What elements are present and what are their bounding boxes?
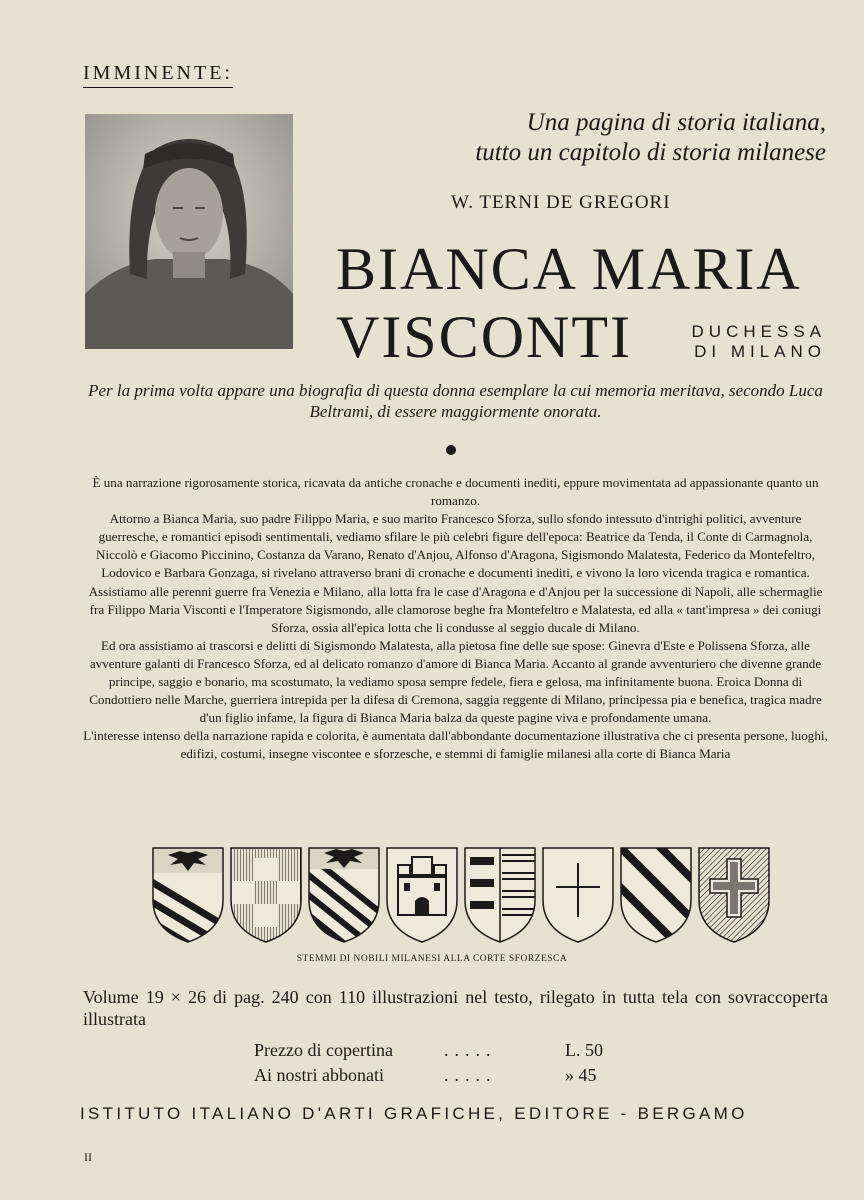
volume-description: Volume 19 × 26 di pag. 240 con 110 illustrazioni nel testo, rilegato in tutta tela con sovraccoperta illustrata bbox=[83, 987, 828, 1029]
publisher-line: ISTITUTO ITALIANO D'ARTI GRAFICHE, EDITORE - BERGAMO bbox=[80, 1104, 748, 1123]
price-dots: ..... bbox=[444, 1040, 497, 1060]
subtitle-line-1: DUCHESSA bbox=[691, 322, 826, 341]
body-paragraph-5: L'interesse intenso della narrazione rapida e colorita, è aumentata dall'abbondante documentazione illustrativa che ci presenta persone, luoghi, edifizi, costumi, insegne viscontee e sforzesche, e stemmi di famiglie milanesi alla corte di Bianca Maria bbox=[83, 728, 828, 762]
price-value: » 45 bbox=[565, 1065, 597, 1085]
tagline-line-2: tutto un capitolo di storia milanese bbox=[475, 139, 826, 166]
body-paragraph-1: È una narrazione rigorosamente storica, ricavata da antiche cronache e documenti inediti, eppure movimentata ad appassionante quanto un romanzo. bbox=[92, 475, 819, 509]
coat-of-arms-row bbox=[150, 845, 770, 950]
tagline-line-1: Una pagina di storia italiana, bbox=[526, 109, 826, 136]
portrait-photo bbox=[85, 114, 293, 349]
author-name: W. TERNI DE GREGORI bbox=[451, 192, 671, 213]
price-label: Ai nostri abbonati bbox=[254, 1065, 384, 1085]
tagline bbox=[475, 108, 826, 168]
price-label: Prezzo di copertina bbox=[254, 1040, 393, 1060]
cross-bendy-shield-icon bbox=[696, 845, 772, 945]
price-value: L. 50 bbox=[565, 1040, 603, 1060]
subtitle-line-2: DI MILANO bbox=[694, 342, 826, 361]
body-paragraph-3: Assistiamo alle perenni guerre fra Venezia e Milano, alla lotta fra le case d'Aragona e d'Anjou per la successione di Napoli, alle schermaglie fra Filippo Maria Visconti e l'Imperatore Sigismondo, alle clamorose beghe fra Montefeltro e Malatesta, ed alla « tant'impresa » dei coniugi Sforza, ossia all'epica lotta che li condusse al seggio ducale di Milano. bbox=[88, 583, 823, 635]
shields-caption: STEMMI DI NOBILI MILANESI ALLA CORTE SFORZESCA bbox=[296, 954, 568, 964]
body-text bbox=[83, 474, 828, 764]
imminente-label: IMMINENTE: bbox=[83, 62, 233, 88]
body-paragraph-4: Ed ora assistiamo ai trascorsi e delitti di Sigismondo Malatesta, alla pietosa fine delle sue spose: Ginevra d'Este e Polissena Sforza, alle avventure galanti di Francesco Sforza, ed al delicato romanzo d'amore di Bianca Maria. Accanto al grande avventuriero che divenne grande principe, saggio e bonario, ma scostumato, la vediamo sposa sempre fedele, fiera e gelosa, ma infinitamente buona. Eroica Donna di Condottiero nelle Marche, guerriera intrepida per la difesa di Cremona, saggia reggente di Milano, principessa pia e benefica, tragica madre d'un figlio infame, la figura di Bianca Maria balza da queste pagine viva e profondamente umana. bbox=[89, 637, 822, 726]
body-paragraph-2: Attorno a Bianca Maria, suo padre Filippo Maria, e suo marito Francesco Sforza, sullo sfondo intessuto d'intrighi politici, avventure guerresche, e romantici episodi sentimentali, vediamo sfilare le più celebri figure dell'epoca: Beatrice da Tenda, il Conte di Carmagnola, Niccolò e Giacomo Piccinino, Costanza da Varano, Renato d'Anjou, Alfonso d'Aragona, Sigismondo Malatesta, Federico da Montefeltro, Lodovico e Barbara Gonzaga, si rivelano attraverso brani di cronache e documenti inediti, e vivono la loro vicenda tragica e romantica. bbox=[95, 511, 816, 581]
book-title-line-1: BIANCA MARIA bbox=[336, 236, 802, 302]
party-per-pale-shield-icon bbox=[462, 845, 538, 945]
bullet-dot-icon bbox=[446, 445, 456, 455]
book-title-line-2: VISCONTI bbox=[336, 304, 632, 370]
bendy-shield-icon bbox=[618, 845, 694, 945]
eagle-bend-shield-icon bbox=[150, 845, 226, 945]
castle-shield-icon bbox=[384, 845, 460, 945]
eagle-bend-shield-2-icon bbox=[306, 845, 382, 945]
page-number: II bbox=[84, 1150, 92, 1164]
intro-text: Per la prima volta appare una biografia di questa donna esemplare la cui memoria meritava, secondo Luca Beltrami, di essere maggiormente onorata. bbox=[88, 381, 823, 421]
checkered-shield-icon bbox=[228, 845, 304, 945]
price-dots: ..... bbox=[444, 1065, 497, 1085]
cross-shield-icon bbox=[540, 845, 616, 945]
book-subtitle bbox=[692, 322, 826, 362]
